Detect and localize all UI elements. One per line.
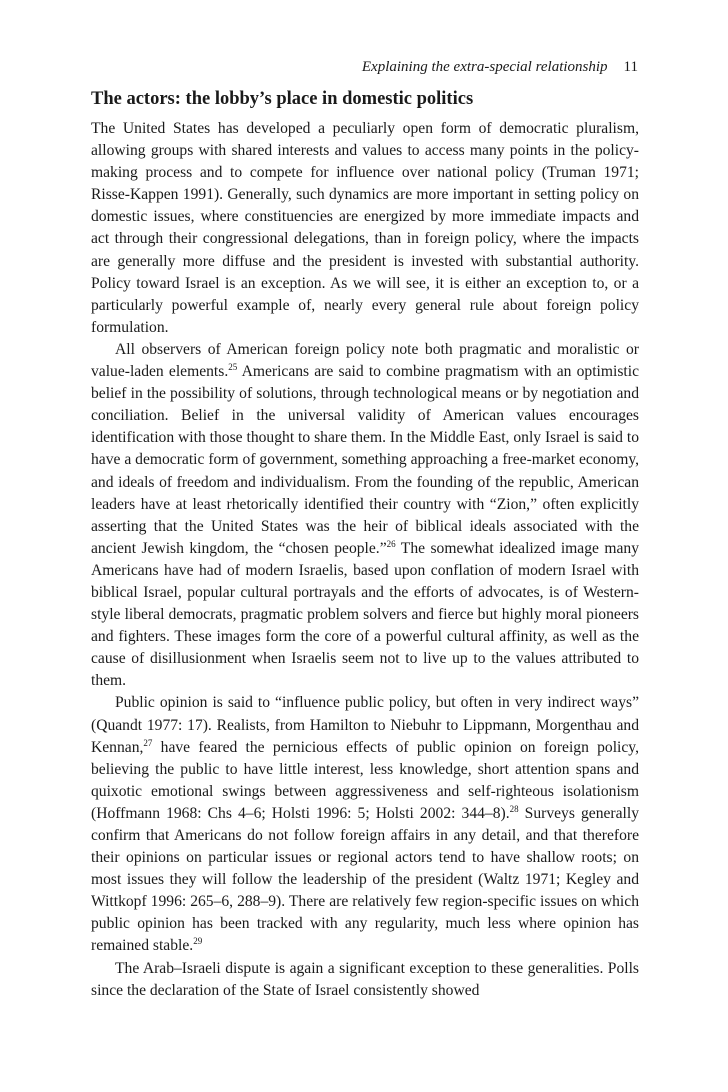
paragraph-text: The Arab–Israeli dispute is again a significant exception to these generalities. Polls since the declaration of the State of Israel consistently showed bbox=[91, 959, 639, 999]
paragraph-4 bbox=[91, 958, 639, 1002]
paragraph-text: All observers of American foreign policy note both pragmatic and moralistic or value-laden elements. bbox=[91, 340, 639, 381]
paragraph-text: The United States has developed a peculiarly open form of democratic pluralism, allowing groups with shared interests and values to access many points in the policy-making process and to compete for influence over national policy (Truman 1971; Risse-Kappen 1991). Generally, such dynamics are more important in setting policy on domestic issues, where constituencies are energized by more immediate impacts and act through their congressional delegations, than in foreign policy, where the impacts are generally more diffuse and the president is invested with substantial authority. Policy toward Israel is an exception. As we will see, it is either an exception to, or a particularly powerful example of, nearly every general rule about foreign policy formulation. bbox=[91, 120, 639, 336]
footnote-ref-26[interactable]: 26 bbox=[386, 538, 396, 549]
section-heading: The actors: the lobby’s place in domestic politics bbox=[91, 89, 474, 109]
running-head-title: Explaining the extra-special relationship bbox=[361, 59, 608, 75]
paragraph-text: The somewhat idealized image many Americans have had of modern Israelis, based upon conflation of modern Israel with biblical Israel, popular cultural portrayals and the efforts of advocates, is of Western-style liberal democrats, pragmatic problem solvers and fierce but highly moral pioneers and fighters. These images form the core of a powerful cultural affinity, as well as the cause of disillusionment when Israelis seem not to live up to the values attributed to them. bbox=[91, 539, 640, 690]
paragraph-3 bbox=[91, 692, 639, 957]
page-number: 11 bbox=[623, 59, 638, 75]
paragraph-text: Public opinion is said to “influence public policy, but often in very indirect ways” (Quandt 1977: 17). Realists, from Hamilton to Niebuhr to Lippmann, Morgenthau and Kennan, bbox=[91, 694, 639, 756]
body-text bbox=[91, 118, 639, 1002]
running-head bbox=[92, 56, 638, 78]
footnote-ref-29[interactable]: 29 bbox=[193, 936, 203, 947]
paragraph-text: Americans are said to combine pragmatism with an optimistic belief in the possibility of solutions, through technological means or by negotiation and conciliation. Belief in the universal validity of American values encourages identification with those thought to share them. In the Middle East, only Israel is said to have a democratic form of government, something approaching a free-market economy, and ideals of freedom and individualism. From the founding of the republic, American leaders have at least rhetorically identified their country with “Zion,” often explicitly asserting that the United States was the heir of biblical ideals associated with the ancient Jewish kingdom, the “chosen people.” bbox=[91, 363, 640, 557]
footnote-ref-25[interactable]: 25 bbox=[228, 362, 238, 373]
paragraph-2 bbox=[91, 339, 639, 693]
paragraph-text: have feared the pernicious effects of public opinion on foreign policy, believing the public to have little interest, less knowledge, short attention spans and quixotic emotional swings between aggressiveness and self-righteous isolationism (Hoffmann 1968: Chs 4–6; Holsti 1996: 5; Holsti 2002: 344–8). bbox=[91, 738, 639, 822]
paragraph-1 bbox=[91, 118, 639, 339]
paragraph-text: Surveys generally confirm that Americans do not follow foreign affairs in any detail, and that therefore their opinions on particular issues or regional actors tend to have shallow roots; on most issues they will follow the leadership of the president (Waltz 1971; Kegley and Wittkopf 1996: 265–6, 288–9). There are relatively few region-specific issues on which public opinion has been tracked with any regularity, much less where opinion has remained stable. bbox=[91, 804, 639, 955]
footnote-ref-27[interactable]: 27 bbox=[143, 737, 153, 748]
footnote-ref-28[interactable]: 28 bbox=[509, 803, 519, 814]
